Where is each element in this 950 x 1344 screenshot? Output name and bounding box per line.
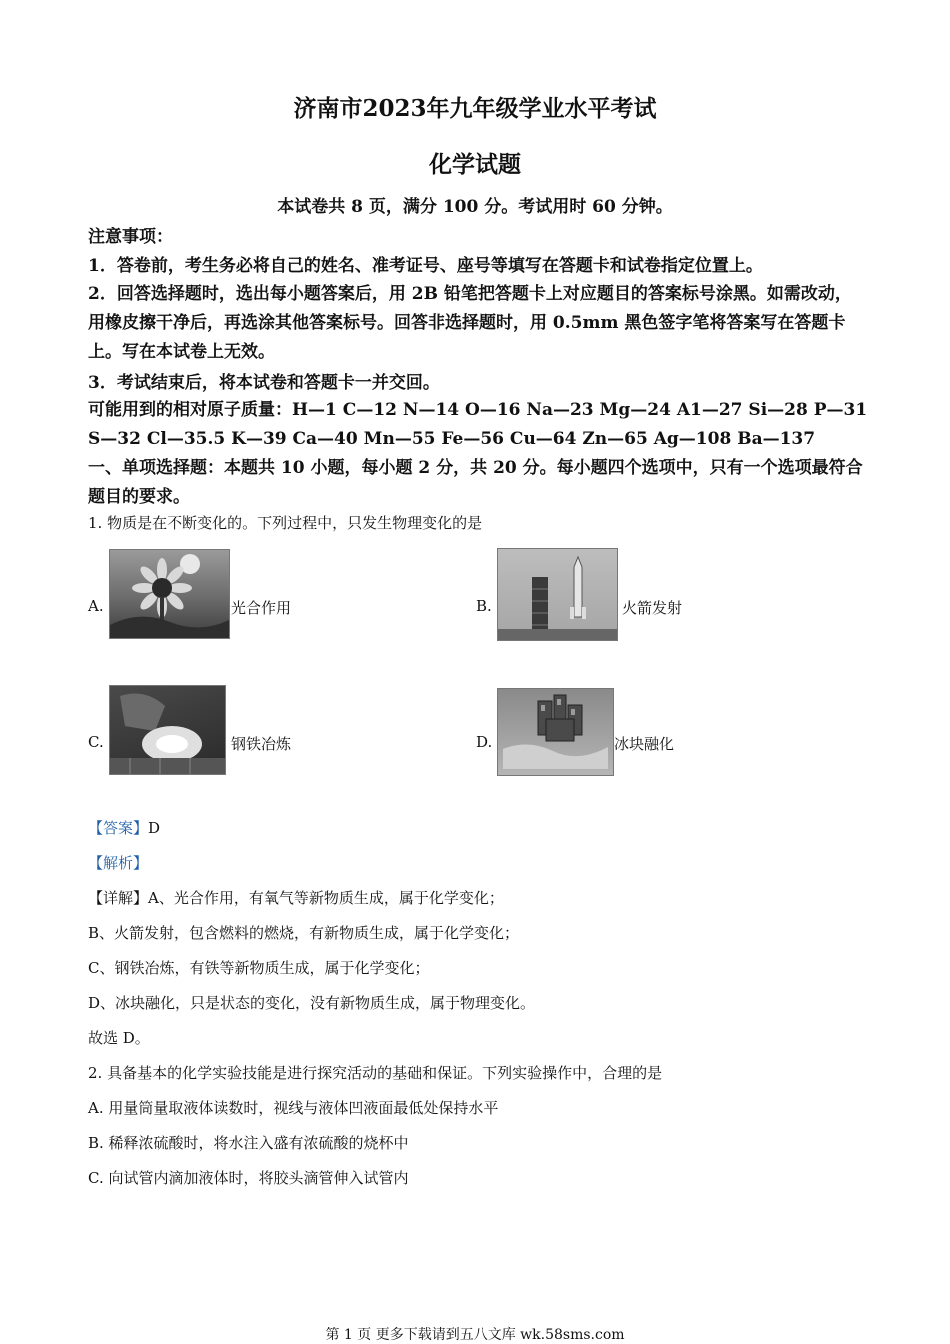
- question-2-option-c: C. 向试管内滴加液体时，将胶头滴管伸入试管内: [88, 1169, 409, 1187]
- exam-title: 济南市2023年九年级学业水平考试: [293, 95, 657, 122]
- note-item-1: 1．答卷前，考生务必将自己的姓名、准考证号、座号等填写在答题卡和试卷指定位置上。: [88, 256, 763, 276]
- page-footer: 第 1 页 更多下载请到五八文库 wk.58sms.com: [325, 1327, 625, 1343]
- conclusion: 故选 D。: [88, 1029, 150, 1047]
- section-heading: 一、单项选择题：本题共 10 小题，每小题 2 分，共 20 分。每小题四个选项中，只有一个选项最符合题目的要求。: [88, 458, 863, 507]
- detail-tag: 【详解】: [88, 889, 149, 907]
- question-2-option-a: A. 用量筒量取液体读数时，视线与液体凹液面最低处保持水平: [88, 1099, 499, 1117]
- detail-line-a: [88, 887, 504, 908]
- note-item-2: 2．回答选择题时，选出每小题答案后，用 2B 铅笔把答题卡上对应题目的答案标号涂黑。如需改动，用橡皮擦干净后，再选涂其他答案标号。回答非选择题时，用 0.5mm 黑色签字笔将答案写在答题卡上。写在本试卷上无效。: [88, 284, 852, 362]
- question-2-stem: 2. 具备基本的化学实验技能是进行探究活动的基础和保证。下列实验操作中，合理的是: [88, 1064, 663, 1082]
- option-c-text: 钢铁冶炼: [231, 735, 292, 753]
- steel-smelting-photo: [109, 685, 226, 775]
- exam-subtitle: 化学试题: [429, 151, 521, 178]
- detail-a: A、光合作用，有氧气等新物质生成，属于化学变化；: [148, 889, 504, 907]
- detail-d: D、冰块融化，只是状态的变化，没有新物质生成，属于物理变化。: [88, 994, 536, 1012]
- option-b-text: 火箭发射: [622, 599, 683, 617]
- sunflower-photo: [109, 549, 230, 639]
- ice-melting-photo: [497, 688, 614, 776]
- exam-info: 本试卷共 8 页，满分 100 分。考试用时 60 分钟。: [277, 197, 673, 217]
- question-2-option-b: B. 稀释浓硫酸时，将水注入盛有浓硫酸的烧杯中: [88, 1134, 409, 1152]
- detail-b: B、火箭发射，包含燃料的燃烧，有新物质生成，属于化学变化；: [88, 924, 520, 942]
- atomic-mass-list: 可能用到的相对原子质量：H—1 C—12 N—14 O—16 Na—23 Mg—24 A1—27 Si—28 P—31 S—32 Cl—35.5 K—39 Ca—40 Mn—55 Fe—56 Cu—64 Zn—65 Ag—108 Ba—137: [88, 400, 868, 449]
- option-a-text: 光合作用: [231, 599, 292, 617]
- notes-heading: 注意事项：: [88, 227, 173, 247]
- analysis-tag: 【解析】: [88, 854, 149, 872]
- question-1-stem: 1. 物质是在不断变化的。下列过程中，只发生物理变化的是: [88, 514, 483, 532]
- option-d-letter: D.: [476, 733, 493, 751]
- answer-value: D: [148, 819, 161, 837]
- note-item-3: 3．考试结束后，将本试卷和答题卡一并交回。: [88, 373, 440, 393]
- detail-c: C、钢铁冶炼，有铁等新物质生成，属于化学变化；: [88, 959, 430, 977]
- answer-tag: 【答案】: [88, 819, 149, 837]
- option-d-text: 冰块融化: [614, 735, 675, 753]
- answer-line: [88, 817, 160, 838]
- option-b-letter: B.: [476, 597, 492, 615]
- option-c-letter: C.: [88, 733, 104, 751]
- rocket-launch-photo: [497, 548, 618, 641]
- option-a-letter: A.: [88, 597, 104, 615]
